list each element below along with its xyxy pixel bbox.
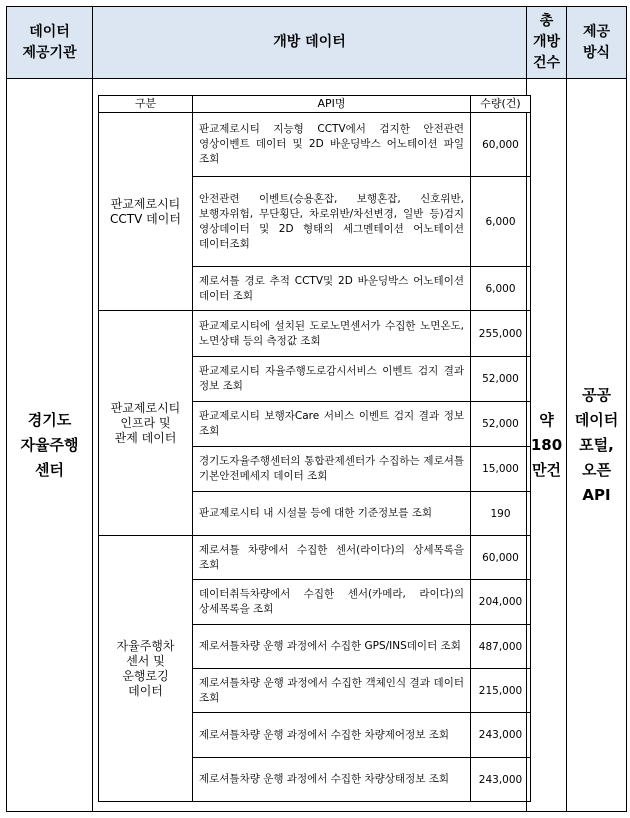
header-provider-line: 데이터 [29, 23, 70, 40]
api-name: 경기도자율주행센터의 통합관제센터가 수집하는 제로셔틀 기본안전메세지 데이터 조회 [193, 447, 471, 492]
api-name: 제로셔틀 차량에서 수집한 센서(라이다)의 상세목록을 조회 [193, 536, 471, 580]
total-count-cell [527, 79, 567, 812]
api-table [98, 95, 531, 802]
method-line: 포털, [579, 435, 614, 454]
group-label-line: 관제 데이터 [114, 430, 177, 445]
api-name: 제로셔틀차량 운행 과정에서 수집한 차량제어정보 조회 [193, 713, 471, 758]
header-row [7, 7, 627, 79]
total-line: 약 [539, 410, 554, 429]
method-line: 공공 [582, 385, 611, 404]
provider-line: 경기도 [27, 410, 72, 429]
table-row [99, 113, 531, 177]
api-list [98, 95, 530, 802]
group-label-line: 자율주행차 [116, 638, 175, 653]
quantity: 243,000 [471, 758, 531, 802]
quantity: 52,000 [471, 402, 531, 447]
api-table-header [99, 96, 531, 113]
quantity: 487,000 [471, 625, 531, 669]
quantity: 52,000 [471, 357, 531, 402]
method-line: API [582, 485, 611, 504]
header-provider-line: 제공기관 [22, 44, 77, 61]
method-cell [567, 79, 627, 812]
method-line: 오픈 [582, 460, 611, 479]
api-name: 판교제로시티에 설치된 도로노면센서가 수집한 노면온도, 노면상태 등의 측정값 조회 [193, 311, 471, 357]
api-name: 판교제로시티 자율주행도로감시서비스 이벤트 검지 결과 정보 조회 [193, 357, 471, 402]
provider-line: 자율주행 [20, 435, 79, 454]
quantity: 6,000 [471, 177, 531, 267]
quantity: 190 [471, 492, 531, 536]
header-total-line: 개방 [532, 34, 561, 50]
header-open-data: 개방 데이터 [93, 7, 527, 79]
api-name: 제로셔틀차량 운행 과정에서 수집한 GPS/INS데이터 조회 [193, 625, 471, 669]
provider-line: 센터 [35, 460, 64, 479]
quantity: 243,000 [471, 713, 531, 758]
header-total-line: 건수 [532, 55, 561, 71]
group-label-line: 센서 및 [126, 653, 165, 668]
total-line: 만건 [532, 460, 561, 479]
api-name: 제로셔틀차량 운행 과정에서 수집한 객체인식 결과 데이터 조회 [193, 669, 471, 713]
table-row [99, 536, 531, 580]
header-provider [7, 7, 93, 79]
header-method [567, 7, 627, 79]
group-label-line: 데이터 [128, 683, 163, 698]
quantity: 215,000 [471, 669, 531, 713]
group-label-line: 인프라 및 [120, 415, 171, 430]
api-name: 판교제로시티 내 시설물 등에 대한 기준정보를 조회 [193, 492, 471, 536]
quantity: 204,000 [471, 580, 531, 625]
group-label-line: 운행로깅 [122, 668, 169, 683]
table-row [99, 311, 531, 357]
group-label-line: 판교제로시티 [110, 400, 181, 415]
group-infra [99, 311, 193, 536]
api-name: 안전관련 이벤트(승용혼잡, 보행혼잡, 신호위반, 보행자위험, 무단횡단, 차로위반/차선변경, 일반 등)검지 영상데이터 및 2D 형태의 세그멘테이션 어노테이션 데이터조회 [193, 177, 471, 267]
col-api-name: API명 [193, 96, 471, 113]
group-label-line: 판교제로시티 [110, 196, 181, 211]
col-quantity: 수량(건) [471, 96, 531, 113]
quantity: 60,000 [471, 113, 531, 177]
header-total-line: 총 [539, 13, 554, 29]
group-sensor [99, 536, 193, 802]
api-name: 데이터취득차량에서 수집한 센서(카메라, 라이다)의 상세목록을 조회 [193, 580, 471, 625]
method-line: 데이터 [574, 410, 619, 429]
quantity: 60,000 [471, 536, 531, 580]
api-name: 제로셔틀 경로 추적 CCTV및 2D 바운딩박스 어노테이션 데이터 조회 [193, 267, 471, 311]
api-name: 판교제로시티 보행자Care 서비스 이벤트 검지 결과 정보 조회 [193, 402, 471, 447]
quantity: 6,000 [471, 267, 531, 311]
col-category: 구분 [99, 96, 193, 113]
header-method-line: 방식 [582, 44, 611, 61]
group-label-line: CCTV 데이터 [110, 211, 181, 226]
data-table [6, 6, 626, 812]
header-method-line: 제공 [582, 23, 611, 40]
api-name: 제로셔틀차량 운행 과정에서 수집한 차량상태정보 조회 [193, 758, 471, 802]
total-line: 180 [530, 435, 563, 454]
api-name: 판교제로시티 지능형 CCTV에서 검지한 안전관련 영상이벤트 데이터 및 2D 바운딩박스 어노테이션 파일 조회 [193, 113, 471, 177]
provider-cell [7, 79, 93, 812]
header-total-count [527, 7, 567, 79]
quantity: 255,000 [471, 311, 531, 357]
group-cctv [99, 113, 193, 311]
quantity: 15,000 [471, 447, 531, 492]
